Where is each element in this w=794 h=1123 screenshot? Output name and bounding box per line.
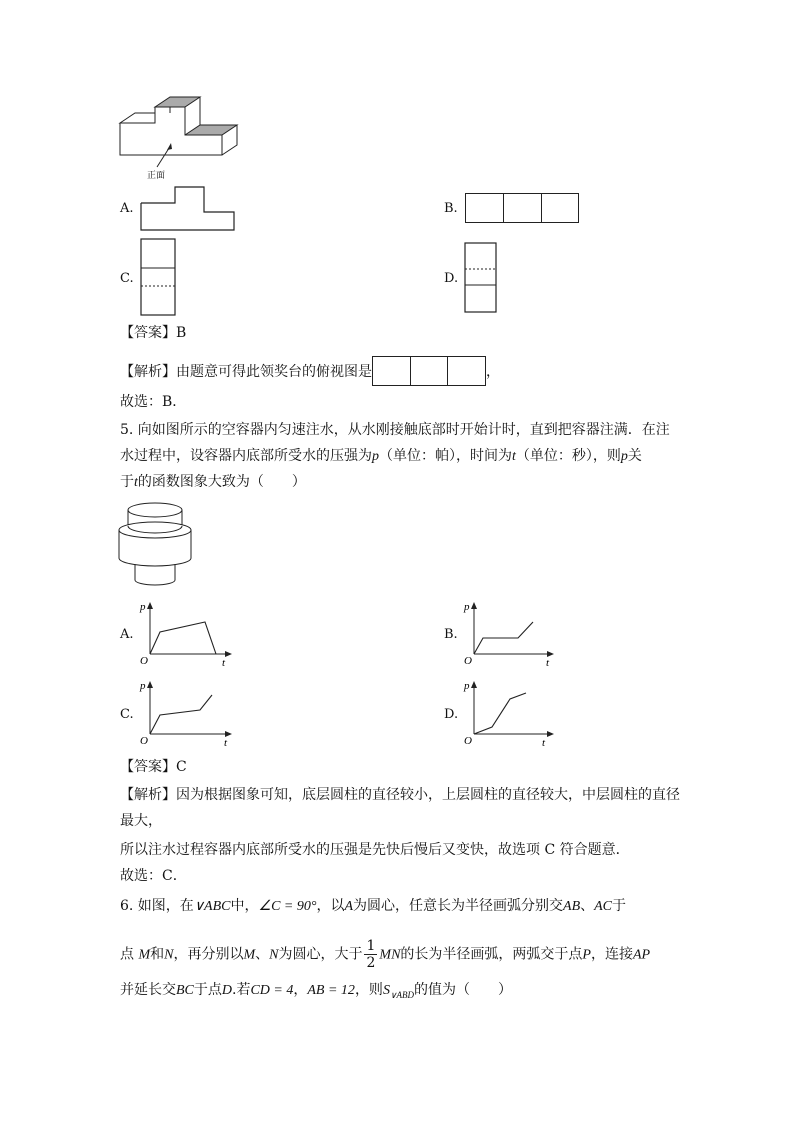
- q6-math: ∠C = 90°: [258, 899, 317, 914]
- q6-math: P: [582, 947, 591, 963]
- q6-text: ，: [293, 982, 308, 998]
- var-p: p: [620, 449, 628, 464]
- q5-option-a-label: A.: [120, 627, 134, 642]
- q5-analysis-3: 所以注水过程容器内底部所受水的压强是先快后慢后又变快，故选项 C 符合题意．: [120, 842, 630, 858]
- option-d-figure: [464, 242, 498, 314]
- q6-text: 和: [150, 946, 165, 963]
- q5-text: （单位：秒），则: [515, 448, 621, 464]
- q4-analysis-comma: ，: [486, 364, 500, 380]
- q6-text: 的长为半径画弧，两弧交于点: [400, 946, 583, 963]
- q6-text: 并延长交: [120, 982, 176, 998]
- q6-text: 、: [580, 898, 595, 914]
- axis-p: p: [464, 680, 470, 692]
- q6-line3: [120, 980, 512, 1005]
- option-b-figure: [465, 193, 579, 223]
- q6-math: AC: [594, 899, 613, 914]
- origin: O: [464, 735, 472, 747]
- q6-math: S: [382, 983, 390, 998]
- q6-math: M: [138, 947, 151, 963]
- q5-option-d-label: D.: [444, 707, 459, 722]
- front-label: 正面: [147, 171, 166, 181]
- q6-math: AB: [563, 899, 581, 914]
- q6-text: 、: [255, 946, 270, 963]
- frac-den: 2: [366, 955, 376, 971]
- option-a-label: A.: [120, 201, 134, 216]
- q6-math: AP: [632, 947, 651, 963]
- q5-analysis-2: 最大，: [120, 813, 162, 829]
- q6-math: AB = 12: [307, 983, 355, 998]
- q6-math-sub: ∨ABD: [389, 989, 415, 1000]
- q4-answer: 【答案】B: [120, 325, 187, 341]
- q6-text: ，以: [316, 898, 345, 914]
- axis-t: t: [542, 737, 546, 749]
- option-d-label: D.: [444, 271, 459, 286]
- q5-text: 于: [120, 474, 134, 490]
- var-t: t: [512, 449, 516, 464]
- q6-math: D: [221, 983, 233, 998]
- var-t: t: [134, 475, 138, 490]
- q5-graph-c: [138, 677, 238, 749]
- q6-text: 为圆心，任意长为半径画弧分别交: [353, 898, 564, 914]
- q6-text: 点: [120, 946, 139, 963]
- q5-text: （单位：帕），时间为: [379, 448, 512, 464]
- podium-figure: [115, 95, 245, 185]
- q6-math: CD = 4: [250, 983, 294, 998]
- q5-line2: [120, 446, 642, 467]
- q5-graph-d: [462, 677, 562, 749]
- option-b-label: B.: [444, 201, 458, 216]
- q6-text: ，再分别以: [173, 946, 244, 963]
- q6-line1: [120, 896, 626, 917]
- q5-graph-a: [138, 598, 238, 670]
- origin: O: [140, 655, 148, 667]
- q6-line2: [120, 938, 650, 971]
- q6-text: .若: [232, 982, 251, 998]
- q6-text: ，连接: [590, 946, 633, 963]
- axis-t: t: [546, 657, 550, 669]
- q5-graph-b: [462, 598, 562, 670]
- axis-t: t: [222, 657, 226, 669]
- option-c-label: C.: [120, 271, 134, 286]
- q6-math: MN: [379, 947, 401, 963]
- q5-text: 关: [627, 448, 642, 464]
- origin: O: [464, 655, 472, 667]
- q4-analysis: [120, 357, 500, 387]
- axis-p: p: [464, 601, 470, 613]
- q6-math: N: [269, 947, 279, 963]
- q6-text: 的值为（ ）: [414, 982, 513, 998]
- q6-text: 中，: [230, 898, 259, 914]
- q6-text: 于点: [193, 982, 222, 998]
- option-a-figure: [138, 185, 238, 235]
- var-p: p: [372, 449, 379, 464]
- q6-text: 6. 如图，在: [120, 898, 194, 914]
- q4-analysis-text: 【解析】由题意可得此领奖台的俯视图是: [120, 364, 372, 380]
- q5-line1: 5. 向如图所示的空容器内匀速注水，从水刚接触底部时开始计时，直到把容器注满．在注: [120, 422, 670, 438]
- q5-line3: [120, 472, 306, 493]
- q6-math: ∨ABC: [193, 899, 231, 914]
- axis-p: p: [140, 680, 146, 692]
- q6-math: M: [243, 947, 256, 963]
- q5-option-c-label: C.: [120, 707, 134, 722]
- q6-math: A: [344, 899, 354, 914]
- q6-text: ，则: [354, 982, 383, 998]
- option-c-figure: [140, 238, 178, 318]
- q6-text: 为圆心，大于: [278, 946, 363, 963]
- q5-choose: 故选：C．: [120, 868, 187, 884]
- frac-num: 1: [366, 938, 376, 954]
- q5-analysis-1: 【解析】因为根据图象可知，底层圆柱的直径较小，上层圆柱的直径较大，中层圆柱的直径: [120, 787, 680, 803]
- q5-text: 水过程中，设容器内底部所受水的压强为: [120, 448, 372, 464]
- axis-t: t: [224, 737, 228, 749]
- fraction: [364, 938, 377, 971]
- q6-math: BC: [176, 983, 194, 998]
- q5-answer: 【答案】C: [120, 759, 187, 775]
- q4-choose: 故选：B．: [120, 394, 187, 410]
- q5-option-b-label: B.: [444, 627, 458, 642]
- container-figure: [115, 500, 195, 590]
- q6-math: N: [164, 947, 174, 963]
- origin: O: [140, 735, 148, 747]
- q4-analysis-box: [372, 356, 486, 386]
- q5-text: 的函数图象大致为（ ）: [137, 474, 306, 490]
- q6-text: 于: [612, 898, 627, 914]
- axis-p: p: [140, 601, 146, 613]
